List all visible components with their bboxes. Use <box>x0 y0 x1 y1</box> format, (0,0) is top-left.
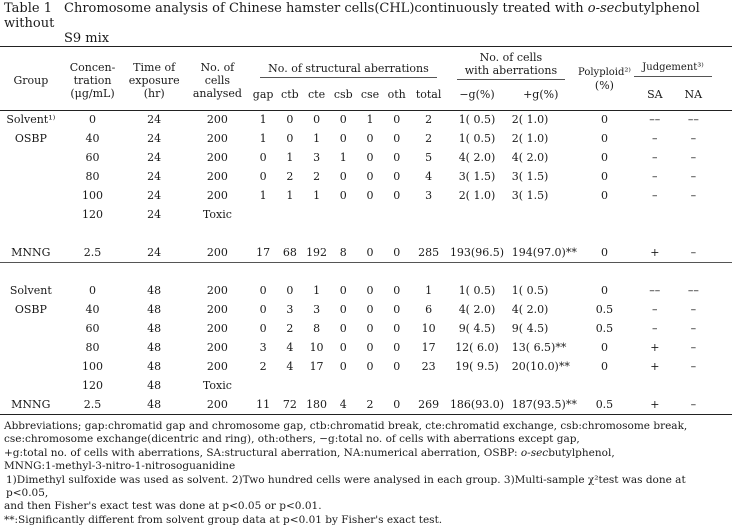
header-group: Group <box>13 73 49 87</box>
table-footnotes <box>4 420 728 527</box>
header-oth: oth <box>387 88 406 102</box>
header-cse: cse <box>360 88 380 102</box>
header-exposure: Time of exposure (hr) <box>128 60 180 100</box>
caption-line-2: S9 mix <box>64 31 110 46</box>
caption-text-end: butylphenol without <box>4 1 700 31</box>
footnote-significance: **:Significantly different from solvent group data at p<0.01 by Fisher's exact test. <box>4 513 443 526</box>
table-row: Solvent¹⁾ 0 24 200 1 0 0 0 1 0 2 1( 0.5) 2( 1.0) 0 –– –– <box>0 110 732 129</box>
table-row: 120 48 Toxic <box>82 378 232 392</box>
caption-text: Chromosome analysis of Chinese hamster cells(CHL)continuously treated with <box>64 1 588 16</box>
table-row: OSBP 40 48 200 0 3 3 0 0 0 6 4( 2.0) 4( 2.0) 0.5 – – <box>14 303 697 317</box>
header-csb: csb <box>333 88 353 102</box>
header-cells-analysed: No. of cells analysed <box>192 60 242 100</box>
abbreviations-line-2: cse:chromosome exchange(dicentric and ring), oth:others, −g:total no. of cells with aberrations except gap, <box>4 433 580 446</box>
table-row: MNNG 2.5 24 200 17 68 192 8 0 0 285 193(96.5) 194(97.0)** 0 + – <box>11 245 697 259</box>
table-caption <box>4 1 728 46</box>
table-row: 80 24 200 0 2 2 0 0 0 4 3( 1.5) 3( 1.5) 0 – – <box>85 170 697 184</box>
table-row: 120 24 Toxic <box>82 207 232 221</box>
header-judgement: Judgement³⁾ <box>634 47 711 81</box>
abbreviations-line-1: Abbreviations; gap:chromatid gap and chromosome gap, ctb:chromatid break, cte:chromatid exchange, csb:chromosome break, <box>4 420 688 432</box>
abbreviations-line-3: +g:total no. of cells with aberrations, SA:structural aberration, NA:numerical aberration, OSBP: o-secbutylphenol, <box>4 446 615 459</box>
table-row: 60 24 200 0 1 3 1 0 0 5 4( 2.0) 4( 2.0) 0 – – <box>85 151 697 165</box>
table-row: 100 48 200 2 4 17 0 0 0 23 19( 9.5) 20(10.0)** 0 + – <box>82 360 697 374</box>
table-row: 80 48 200 3 4 10 0 0 0 17 12( 6.0) 13( 6.5)** 0 + – <box>85 341 697 355</box>
caption-italic: o-sec <box>587 1 622 16</box>
table-row: OSBP 40 24 200 1 0 1 0 0 0 2 1( 0.5) 2( 1.0) 0 – – <box>14 132 697 146</box>
header-ctb: ctb <box>281 88 299 102</box>
table-row: 100 24 200 1 1 1 0 0 0 3 2( 1.0) 3( 1.5) 0 – – <box>82 189 697 202</box>
chromosome-table <box>0 46 732 415</box>
header-structural-aberrations: No. of structural aberrations <box>250 47 447 81</box>
header-concentration: Concen- tration (μg/mL) <box>69 60 116 100</box>
header-cells-with-aberrations: No. of cells with aberrations <box>447 47 574 81</box>
header-sa: SA <box>647 88 663 102</box>
header-minus-g: −g(%) <box>459 88 495 102</box>
table-row: Solvent 0 48 200 0 0 1 0 0 0 1 1( 0.5) 1( 0.5) 0 –– –– <box>9 284 699 298</box>
header-na: NA <box>684 88 703 102</box>
header-total: total <box>415 88 442 102</box>
footnote-2: and then Fisher's exact test was done at p<0.05 or p<0.01. <box>4 500 322 513</box>
header-gap: gap <box>252 88 274 102</box>
table-row: MNNG 2.5 48 200 11 72 180 4 2 0 269 186(93.0) 187(93.5)** 0.5 + – <box>0 395 732 414</box>
header-polyploid: Polyploid²⁾ (%) <box>578 67 631 93</box>
caption-line-1 <box>4 1 728 31</box>
table-number: Table 1 <box>4 1 52 16</box>
abbreviations-line-4: MNNG:1-methyl-3-nitro-1-nitrosoguanidine <box>4 460 236 473</box>
footnote-1: 1)Dimethyl sulfoxide was used as solvent. 2)Two hundred cells were analysed in each group. 3)Multi-sample χ²test was done at p<0.05, <box>6 473 686 500</box>
header-plus-g: +g(%) <box>523 88 559 102</box>
table-row: 60 48 200 0 2 8 0 0 0 10 9( 4.5) 9( 4.5) 0.5 – – <box>85 322 697 336</box>
header-cte: cte <box>308 88 326 102</box>
